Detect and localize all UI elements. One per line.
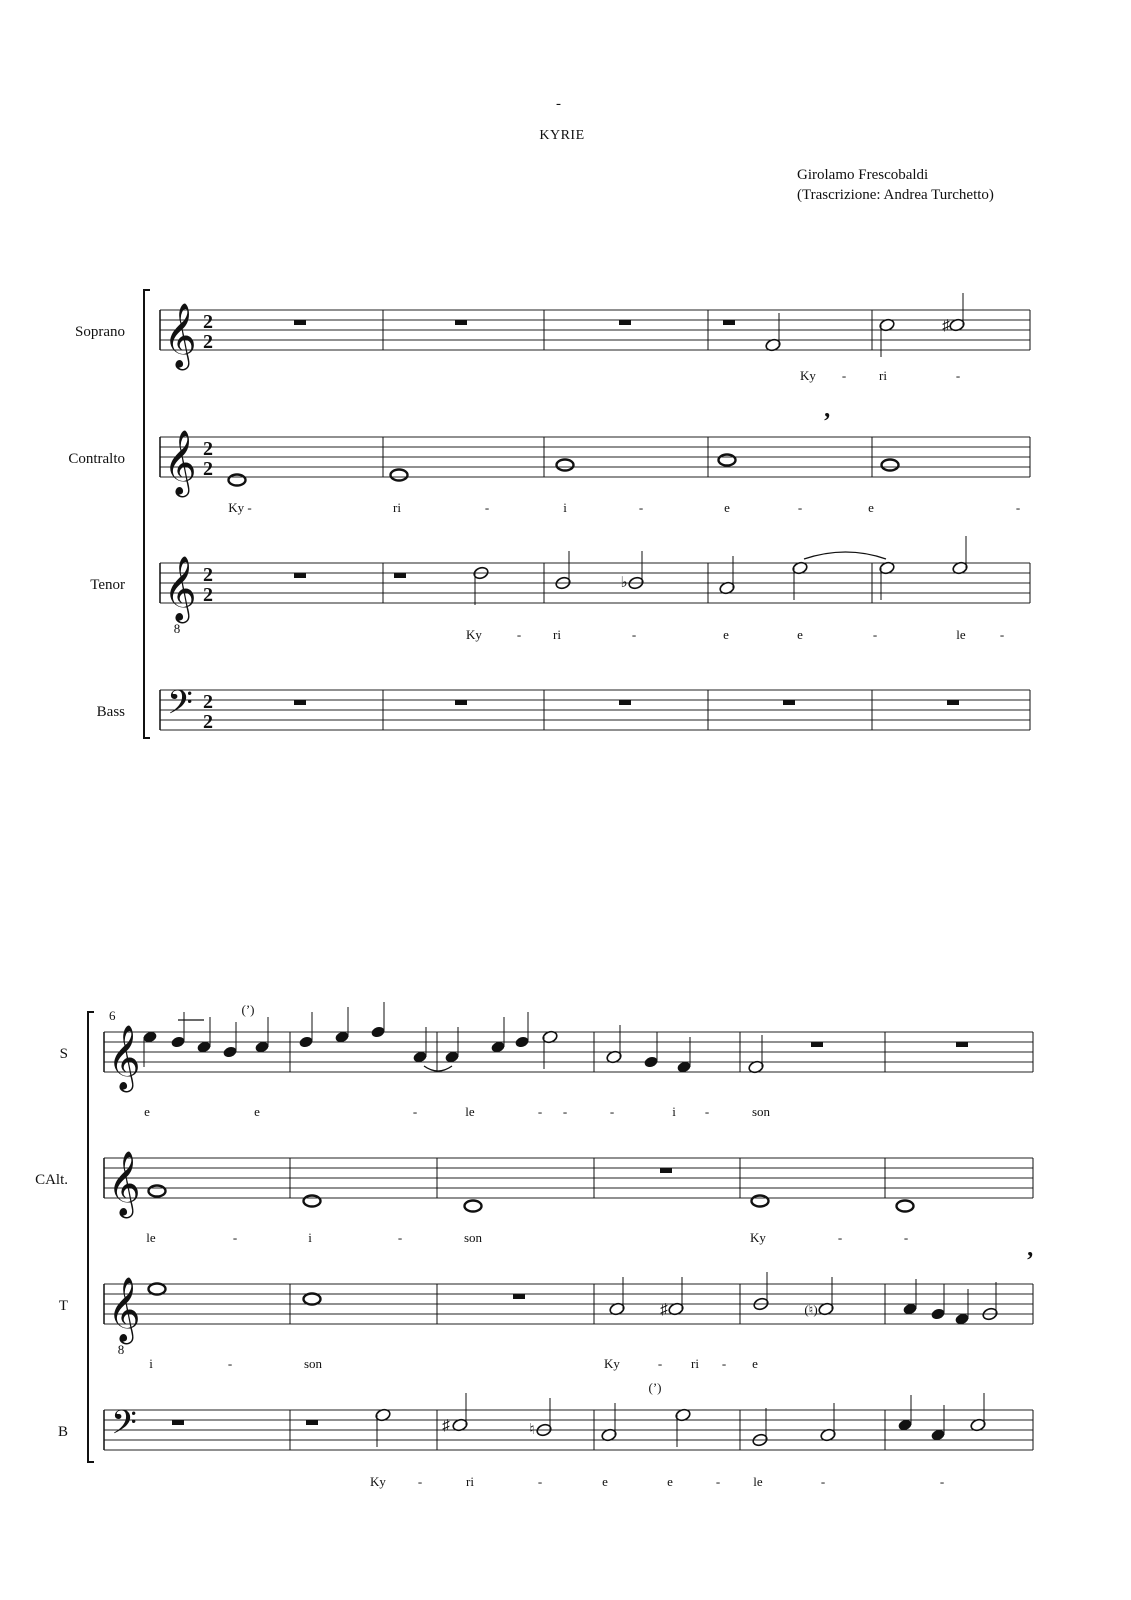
whole-rest xyxy=(619,320,631,325)
lyric-syllable: i xyxy=(149,1356,153,1371)
quarter-note xyxy=(298,1035,313,1048)
whole-rest xyxy=(956,1042,968,1047)
staff-b xyxy=(58,1404,1033,1489)
lyric-syllable: - xyxy=(232,1230,238,1245)
lyric-syllable: - xyxy=(837,1230,843,1245)
lyric-syllable: le xyxy=(146,1230,156,1245)
treble-clef: 𝄞 xyxy=(107,1151,141,1216)
lyric-syllable: - xyxy=(841,368,847,383)
quarter-note xyxy=(643,1055,658,1068)
lyric-syllable: e xyxy=(868,500,874,515)
staff-contralto xyxy=(68,430,1030,515)
lyric-syllable: ri xyxy=(879,368,887,383)
natural-sign: ♮ xyxy=(529,1422,535,1438)
editorial-natural: (♮) xyxy=(804,1302,818,1317)
flat-sign: ♭ xyxy=(620,575,628,591)
lyric-syllable: - xyxy=(631,627,637,642)
system-bracket xyxy=(144,290,150,738)
whole-note xyxy=(897,1201,914,1212)
part-label: Bass xyxy=(96,704,125,720)
time-sig-bottom: 2 xyxy=(203,711,213,733)
lyric-syllable: - xyxy=(609,1104,615,1119)
lyric-syllable: - xyxy=(417,1474,423,1489)
system-1 xyxy=(68,290,1030,738)
lyric-syllable: e xyxy=(752,1356,758,1371)
lyric-syllable: - xyxy=(516,627,522,642)
whole-note xyxy=(719,455,736,466)
lyric-syllable: - xyxy=(820,1474,826,1489)
whole-rest xyxy=(513,1294,525,1299)
editorial-breath: (’) xyxy=(648,1380,662,1395)
lyric-syllable: e xyxy=(254,1104,260,1119)
lyric-syllable: e xyxy=(667,1474,673,1489)
whole-rest xyxy=(660,1168,672,1173)
lyric-syllable: - xyxy=(1015,500,1021,515)
sharp-sign: ♯ xyxy=(942,318,950,334)
whole-rest xyxy=(294,700,306,705)
whole-rest xyxy=(723,320,735,325)
quarter-note xyxy=(514,1035,529,1048)
lyric-syllable: Ky - xyxy=(228,500,252,515)
time-sig-top: 2 xyxy=(203,691,213,713)
tie xyxy=(804,552,886,559)
lyric-syllable: e xyxy=(723,627,729,642)
sharp-sign: ♯ xyxy=(660,1302,668,1318)
top-dash: - xyxy=(556,96,561,112)
lyric-syllable: - xyxy=(227,1356,233,1371)
lyric-syllable: le xyxy=(956,627,966,642)
bass-clef: 𝄢 xyxy=(111,1404,137,1450)
piece-title: KYRIE xyxy=(539,128,585,143)
octave-mark: 8 xyxy=(117,1342,125,1357)
lyric-syllable: - xyxy=(797,500,803,515)
bass-clef: 𝄢 xyxy=(167,684,193,730)
composer-name: Girolamo Frescobaldi xyxy=(797,167,929,183)
part-label: B xyxy=(57,1424,68,1440)
treble-clef: 𝄞 xyxy=(163,303,197,368)
time-sig-top: 2 xyxy=(203,438,213,460)
lyric-syllable: i xyxy=(563,500,567,515)
lyric-syllable: e xyxy=(144,1104,150,1119)
system-bracket xyxy=(88,1012,94,1462)
lyric-syllable: - xyxy=(484,500,490,515)
tie xyxy=(424,1066,452,1071)
whole-rest xyxy=(455,320,467,325)
lyric-syllable: Ky xyxy=(466,627,482,642)
whole-rest xyxy=(394,573,406,578)
part-label: T xyxy=(58,1298,68,1314)
part-label: Contralto xyxy=(68,451,125,467)
quarter-note xyxy=(370,1025,385,1038)
treble-clef: 𝄞 xyxy=(163,430,197,495)
staff-calt xyxy=(35,1151,1033,1245)
whole-rest xyxy=(455,700,467,705)
treble-clef: 𝄞 xyxy=(107,1277,141,1342)
lyric-syllable: le xyxy=(465,1104,475,1119)
lyric-syllable: son xyxy=(463,1230,483,1245)
sharp-sign: ♯ xyxy=(442,1418,450,1434)
part-label: Tenor xyxy=(90,577,125,593)
whole-rest xyxy=(619,700,631,705)
whole-rest xyxy=(294,320,306,325)
lyric-syllable: - xyxy=(903,1230,909,1245)
time-sig-bottom: 2 xyxy=(203,331,213,353)
whole-note xyxy=(149,1284,166,1295)
whole-note xyxy=(304,1294,321,1305)
system-2 xyxy=(35,1008,1033,1489)
lyric-syllable: - xyxy=(704,1104,710,1119)
lyric-syllable: - xyxy=(721,1356,727,1371)
lyric-syllable: son xyxy=(303,1356,323,1371)
part-label: Soprano xyxy=(75,324,125,340)
lyric-syllable: i xyxy=(672,1104,676,1119)
lyric-syllable: son xyxy=(751,1104,771,1119)
lyric-syllable: e xyxy=(602,1474,608,1489)
lyric-syllable: - xyxy=(537,1474,543,1489)
staff-bass xyxy=(97,684,1030,733)
lyric-syllable: - xyxy=(999,627,1005,642)
lyric-syllable: ri xyxy=(553,627,561,642)
lyric-syllable: - xyxy=(872,627,878,642)
lyric-syllable: e xyxy=(797,627,803,642)
whole-note xyxy=(882,460,899,471)
whole-note xyxy=(229,475,246,486)
lyric-syllable: - xyxy=(955,368,961,383)
editorial-breath: (’) xyxy=(241,1002,255,1017)
breath-mark: ’ xyxy=(1026,1248,1034,1274)
lyric-syllable: ri xyxy=(393,500,401,515)
whole-rest xyxy=(783,700,795,705)
lyric-syllable: ri xyxy=(466,1474,474,1489)
measure-number: 6 xyxy=(109,1008,116,1023)
whole-note xyxy=(304,1196,321,1207)
staff-s xyxy=(60,1025,1033,1119)
lyric-syllable: - xyxy=(562,1104,568,1119)
quarter-note xyxy=(170,1035,185,1048)
lyric-syllable: - xyxy=(638,500,644,515)
lyric-syllable: - xyxy=(397,1230,403,1245)
quarter-note xyxy=(222,1045,237,1058)
treble-clef: 𝄞 xyxy=(107,1025,141,1090)
whole-rest xyxy=(306,1420,318,1425)
whole-note xyxy=(752,1196,769,1207)
staff-t xyxy=(59,1277,1033,1371)
lyric-syllable: ri xyxy=(691,1356,699,1371)
whole-rest xyxy=(294,573,306,578)
part-label: S xyxy=(59,1046,68,1062)
time-sig-top: 2 xyxy=(203,564,213,586)
whole-note xyxy=(557,460,574,471)
breath-mark: ’ xyxy=(823,409,831,435)
lyric-syllable: - xyxy=(715,1474,721,1489)
time-sig-top: 2 xyxy=(203,311,213,333)
lyric-syllable: - xyxy=(657,1356,663,1371)
transcriber-credit: (Trascrizione: Andrea Turchetto) xyxy=(797,187,994,203)
time-sig-bottom: 2 xyxy=(203,584,213,606)
lyric-syllable: Ky xyxy=(604,1356,620,1371)
lyric-syllable: Ky xyxy=(750,1230,766,1245)
staff-soprano xyxy=(75,303,1030,383)
whole-note xyxy=(391,470,408,481)
lyric-syllable: Ky xyxy=(800,368,816,383)
whole-note xyxy=(149,1186,166,1197)
treble-clef: 𝄞 xyxy=(163,556,197,621)
lyric-syllable: le xyxy=(753,1474,763,1489)
whole-rest xyxy=(811,1042,823,1047)
whole-note xyxy=(465,1201,482,1212)
lyric-syllable: - xyxy=(537,1104,543,1119)
part-label: CAlt. xyxy=(35,1172,68,1188)
lyric-syllable: i xyxy=(308,1230,312,1245)
staff-tenor xyxy=(90,556,1030,642)
lyric-syllable: - xyxy=(939,1474,945,1489)
whole-rest xyxy=(947,700,959,705)
lyric-syllable: Ky xyxy=(370,1474,386,1489)
octave-mark: 8 xyxy=(173,621,181,636)
lyric-syllable: e xyxy=(724,500,730,515)
lyric-syllable: - xyxy=(412,1104,418,1119)
whole-rest xyxy=(172,1420,184,1425)
quarter-note xyxy=(930,1307,945,1320)
time-sig-bottom: 2 xyxy=(203,458,213,480)
